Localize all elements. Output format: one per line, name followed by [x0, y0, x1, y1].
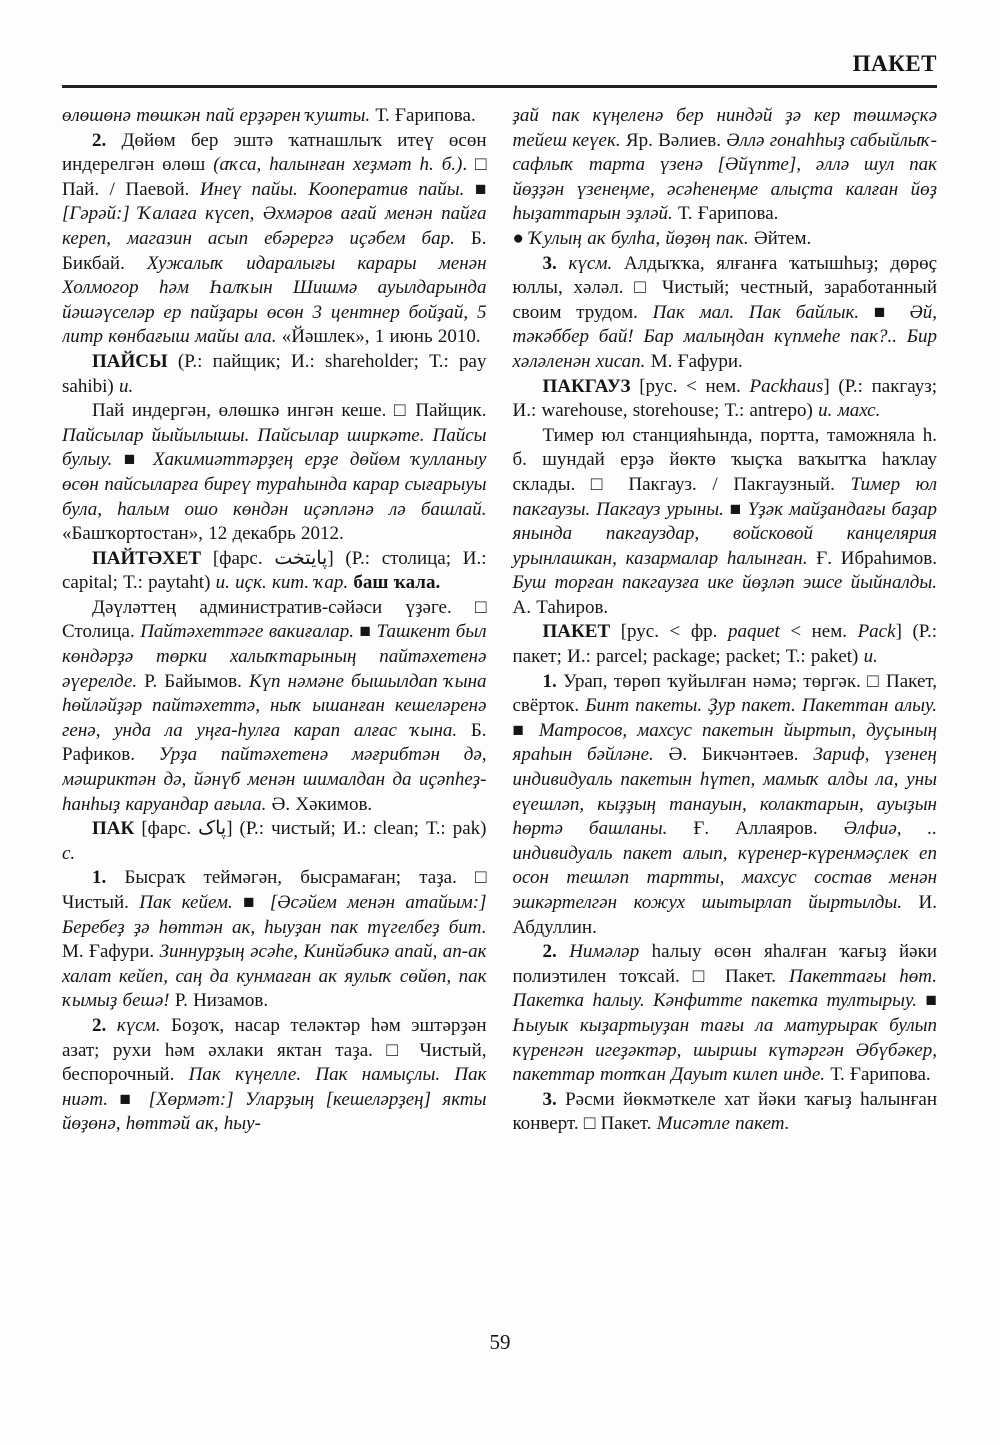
left-column: [62, 104, 487, 1314]
dictionary-paragraph: Дәүләттең административ-сәйәси үҙәге. □ Столица. Пайтәхеттәге вакиғалар. ■ Ташкент был көндәрҙә төрки халыҡтарының пайтәхетенә әүерелде. Р. Байымов. Күп нәмәне бышылдап ҡына һөйләйҙәр пайтәхеттә, ныҡ ышанған кешеләренә генә, унда ла уңға-һулға карап алғас ҡына. Б. Рафиков. Урҙа пайтәхетенә мәғрибтән дә, мәшриктән дә, йәнүб менән шималдан да иҫәпһеҙ-һанһыҙ каруандар ағыла. Ә. Хәкимов.: [62, 596, 487, 815]
dictionary-paragraph: ПАКЕТ [рус. < фр. paquet < нем. Pack] (Р.: пакет; И.: parcel; package; packet; Т.: paket) и.: [512, 621, 937, 668]
dictionary-paragraph: 2. күсм. Боҙоҡ, насар теләктәр һәм эштәрҙән азат; рухи һәм әхлаки яктан таҙа. □ Чистый, беспорочный. Пак күңелле. Пак намыҫлы. Пак ниәт. ■ [Хөрмәт:] Уларҙың [кешеләрҙең] якты йөҙөнә, һөттәй ак, һыу-: [62, 1014, 487, 1135]
text-columns: [62, 104, 937, 1314]
dictionary-paragraph: өлөшөнә төшкән пай ерҙәрен ҡушты. Т. Ғарипова.: [62, 105, 476, 126]
dictionary-paragraph: ПАЙТӘХЕТ [фарс. پایتخت] (Р.: столица; И.: capital; Т.: paytaht) и. иҫк. кит. ҡар. баш ҡала.: [62, 547, 487, 594]
dictionary-paragraph: ПАК [фарс. پاک] (Р.: чистый; И.: clean; Т.: pak) с.: [62, 818, 487, 864]
dictionary-paragraph: 3. күсм. Алдыҡҡа, ялғанға ҡатышһыҙ; дөрөҫ юллы, хәләл. □ Чистый; честный, заработанный своим трудом. Пак мал. Пак байлык. ■ Әй, тәкәббер бай! Бар малыңдан күпмеһе пак?.. Бир хәләленән хисап. М. Ғафури.: [512, 252, 937, 372]
dictionary-paragraph: 1. Бысраҡ теймәгән, бысрамаған; таҙа. □ Чистый. Пак кейем. ■ [Әсәйем менән атайым:] Беребеҙ ҙә һөттән ак, һыуҙан пак түгелбеҙ бит. М. Ғафури. Зиннурҙың әсәһе, Кинйәбикә апай, ап-ак халат кейеп, саң да кунмаған ак яулыҡ сөйөп, пак ҡымыҙ бешә! Р. Низамов.: [62, 867, 487, 1012]
dictionary-paragraph: 3. Рәсми йөкмәткеле хат йәки ҡағыҙ һалынған конверт. □ Пакет. Мисәтле пакет.: [512, 1088, 937, 1135]
dictionary-paragraph: Тимер юл станцияһында, портта, таможняла һ. б. шундай ерҙә йөктө ҡыҫҡа ваҡытҡа һаҡлау склады. □ Пакгауз. / Пакгаузный. Тимер юл пакгаузы. Пакгауз урыны. ■ Үҙәк майҙандағы баҙар янында пакгауздар, войсковой канцелярия урынлашкан, казармалар һалынған. Ғ. Ибраһимов. Буш торған пакгаузға ике йөҙләп эшсе йыйналды. А. Таһиров.: [512, 424, 937, 618]
dictionary-paragraph: Пай индергән, өлөшкә ингән кеше. □ Пайщик. Пайсылар йыйылышы. Пайсылар ширкәте. Пайсы булыу. ■ Хакимиәттәрҙең ерҙе дөйөм ҡулланыу өсөн пайсыларға биреү тураһында карар сығарыуы була, һалым ошо көндән иҫәпләнә лә башлай. «Башҡортостан», 12 декабрь 2012.: [62, 400, 487, 545]
dictionary-paragraph: ҙай пак күңеленә бер ниндәй ҙә кер төшмәҫкә тейеш кеүек. Яр. Вәлиев. Әллә гонаһһыҙ сабыйлыҡ-сафлыҡ тарта үзенә [Әйүпте], әллә шул пак йөҙҙән үзенеңме, әсәһенеңме алыҫта калған йөҙ һыҙаттарын эҙләй. Т. Ғарипова.: [512, 105, 937, 225]
header-rule: [62, 85, 937, 88]
dictionary-paragraph: ПАЙСЫ (Р.: пайщик; И.: shareholder; Т.: pay sahibi) и.: [62, 350, 487, 397]
dictionary-paragraph: 2. Нимәләр һалыу өсөн яһалған ҡағыҙ йәки полиэтилен тоҡсай. □ Пакет. Пакеттағы һөт. Пакетка һалыу. Кәнфитте пакетка тултырыу. ■ Һыуык кыҙартыуҙан тағы ла матурырак булып күренгән игеҙәктәр, шыршы күтәргән Әбүбәкер, пакеттар тотҡан Дауыт килеп инде. Т. Ғарипова.: [512, 941, 937, 1086]
dictionary-paragraph: ПАКГАУЗ [рус. < нем. Packhaus] (Р.: пакгауз; И.: warehouse, storehouse; Т.: antrepo) и. махс.: [512, 375, 937, 422]
page-number: 59: [489, 1330, 511, 1354]
right-column: [513, 104, 938, 1314]
dictionary-paragraph: ● Ҡулың ак булһа, йөҙөң пак. Әйтем.: [512, 227, 812, 249]
running-head: ПАКЕТ: [852, 51, 937, 76]
dictionary-paragraph: 2. Дөйөм бер эштә ҡатнашлыҡ итеү өсөн индерелгән өлөш (аҡса, һалынған хеҙмәт һ. б.). □ Пай. / Паевой. Инеү пайы. Кооператив пайы. ■ [Гәрәй:] Ҡалаға күсеп, Әхмәров ағай менән пайға кереп, магазин асып ебәрергә иҫәбем бар. Б. Бикбай. Хужалыҡ идаралығы карары менән Холмогор һәм Һалҡын Шишмә ауылдарында йәшәүселәр ер пайҙары өсөн 3 центнер бойҙай, 5 литр көнбағыш майы ала. «Йәшлек», 1 июнь 2010.: [62, 129, 487, 348]
dictionary-paragraph: 1. Урап, төрөп ҡуйылған нәмә; төргәк. □ Пакет, свёрток. Бинт пакеты. Ҙур пакет. Пакеттан алыу. ■ Матросов, махсус пакетын йыртып, дуҫының яраһын бәйләне. Ә. Бикчәнтәев. Зариф, үзенең индивидуаль пакетын һүтеп, мамыҡ алды ла, уны еүешләп, кыҙҙың танауын, колактарын, ауыҙын һөртә башланы. Ғ. Аллаяров. Әлфиә, .. индивидуаль пакет алып, күренер-күренмәҫлек еп осон тешләп тартты, махсус состав менән эшкәртелгән кожух шытырлап йыртылды. И. Абдуллин.: [512, 670, 937, 938]
